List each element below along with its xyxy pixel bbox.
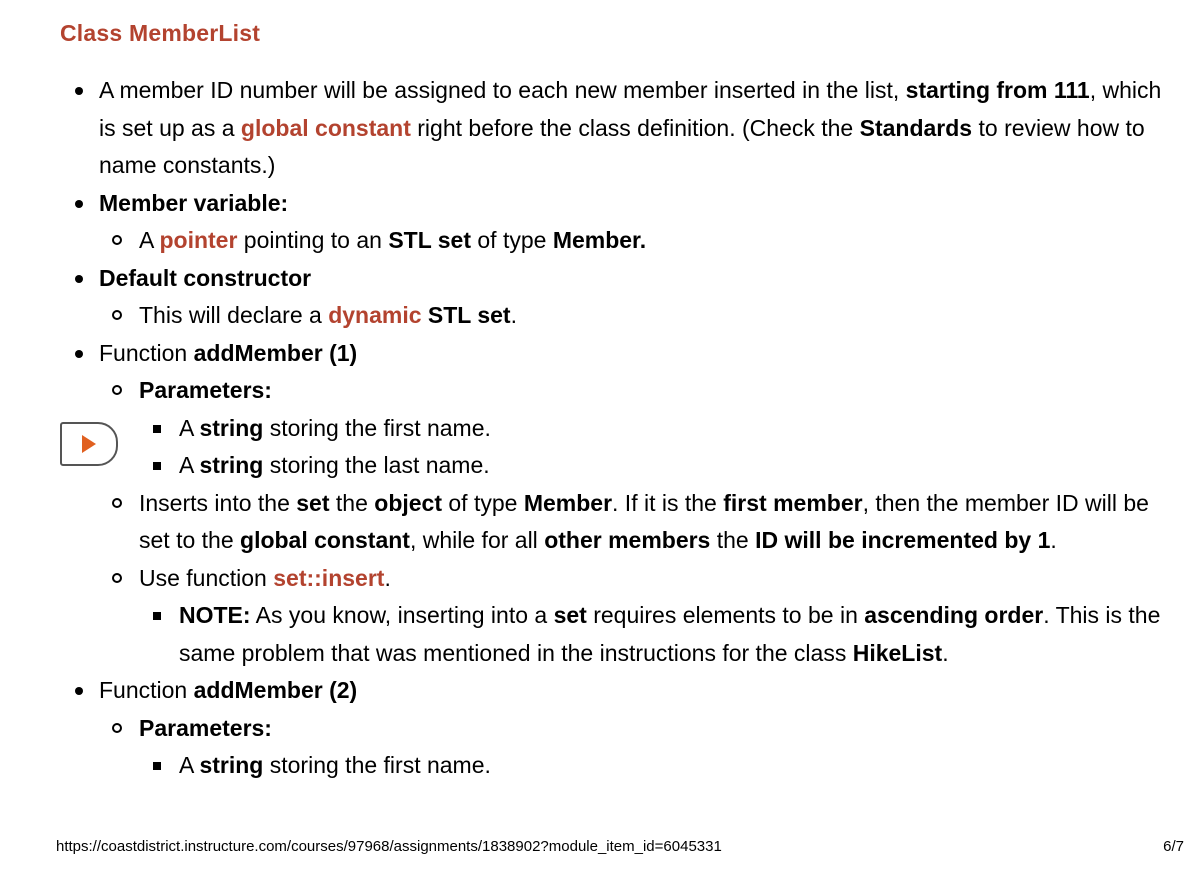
text: of type [442, 489, 524, 516]
text: storing the first name. [263, 752, 491, 778]
disc-bullet [75, 350, 83, 358]
list-item [0, 335, 1201, 373]
highlighted-term: set::insert [273, 564, 385, 591]
play-button[interactable] [60, 422, 118, 466]
bold-text: Parameters: [139, 377, 272, 403]
list-item [0, 672, 1201, 710]
list-item [0, 747, 1201, 785]
bold-text: STL set [427, 302, 511, 328]
text: Inserts into the [139, 489, 297, 516]
text: of type [470, 227, 553, 253]
bold-text: set [296, 489, 330, 516]
bold-text: Parameters: [139, 714, 272, 741]
text: . [1050, 527, 1057, 553]
text: , while for all [409, 527, 545, 553]
circle-bullet [112, 385, 122, 395]
circle-bullet [112, 573, 122, 583]
square-bullet [153, 612, 161, 620]
bold-text: addMember (2) [193, 677, 358, 703]
bold-text: addMember (1) [193, 339, 358, 366]
play-icon [82, 435, 96, 453]
highlighted-term: dynamic [328, 302, 422, 328]
circle-bullet [112, 310, 122, 320]
text: right before the class definition. (Check the [410, 114, 860, 141]
text: . This is the same problem that was mentioned in the instructions for the class [179, 602, 1161, 666]
bold-text: Member [523, 489, 613, 516]
bold-text: string [199, 752, 264, 778]
highlighted-term: global constant [240, 114, 411, 141]
disc-bullet [75, 200, 83, 208]
bold-text: object [374, 489, 442, 516]
list-item [0, 372, 1201, 410]
square-bullet [153, 425, 161, 433]
list-item [0, 447, 1201, 485]
list-item [0, 222, 1201, 260]
list-item [0, 185, 1201, 223]
bold-text: string [199, 452, 264, 478]
disc-bullet [75, 87, 83, 95]
text: Function [99, 677, 194, 703]
text: A [179, 752, 200, 778]
circle-bullet [112, 723, 122, 733]
bold-text: STL set [388, 227, 471, 253]
bold-text: Member variable: [99, 189, 289, 216]
bold-text: first member [723, 489, 863, 516]
highlighted-term: pointer [159, 227, 238, 253]
text: to review how to name constants.) [99, 114, 1145, 178]
page-number: 6/7 [1163, 838, 1184, 855]
bold-text: HikeList [852, 639, 943, 666]
list-item [0, 560, 1201, 598]
text: pointing to an [237, 227, 389, 253]
bold-text: other members [544, 527, 711, 553]
circle-bullet [112, 235, 122, 245]
text: A [179, 414, 200, 441]
bold-text: ascending order [864, 602, 1044, 628]
text: , then the member ID will be set to the [139, 489, 1149, 553]
list-item [0, 485, 1201, 560]
square-bullet [153, 462, 161, 470]
text: Use function [139, 564, 274, 591]
bold-text: Default constructor [99, 264, 312, 291]
text: storing the first name. [263, 414, 491, 441]
bold-text: starting from 111 [905, 77, 1090, 103]
footer-url: https://coastdistrict.instructure.com/courses/97968/assignments/1838902?module_item_id=6045331 [56, 838, 722, 855]
bold-text: set [553, 602, 587, 628]
bold-text: NOTE: [179, 602, 251, 628]
text: requires elements to be in [586, 602, 865, 628]
text: storing the last name. [263, 452, 490, 478]
disc-bullet [75, 275, 83, 283]
text: , which is set up as a [99, 77, 1162, 141]
bold-text: Standards [859, 114, 973, 141]
list-item [0, 410, 1201, 448]
bold-text: string [199, 414, 264, 441]
disc-bullet [75, 687, 83, 695]
text: the [710, 527, 756, 553]
text: . [384, 564, 391, 591]
text: Function [99, 339, 194, 366]
text: . If it is the [612, 489, 724, 516]
square-bullet [153, 762, 161, 770]
text: A [179, 452, 200, 478]
text: . [942, 639, 949, 666]
bold-text: ID will be incremented by 1 [755, 527, 1051, 553]
bold-text: Member. [552, 227, 647, 253]
text: As you know, inserting into a [250, 602, 554, 628]
text: A member ID number will be assigned to each new member inserted in the list, [99, 77, 906, 103]
list-item [0, 297, 1201, 335]
text: A [139, 227, 160, 253]
page-title: Class MemberList [60, 20, 261, 46]
circle-bullet [112, 498, 122, 508]
text: . [510, 302, 517, 328]
assignment-content [0, 72, 1201, 785]
list-item [0, 710, 1201, 748]
bold-text: global constant [240, 527, 410, 553]
list-item [0, 72, 1201, 185]
text: This will declare a [139, 302, 329, 328]
list-item [0, 597, 1201, 672]
text: the [329, 489, 375, 516]
list-item [0, 260, 1201, 298]
